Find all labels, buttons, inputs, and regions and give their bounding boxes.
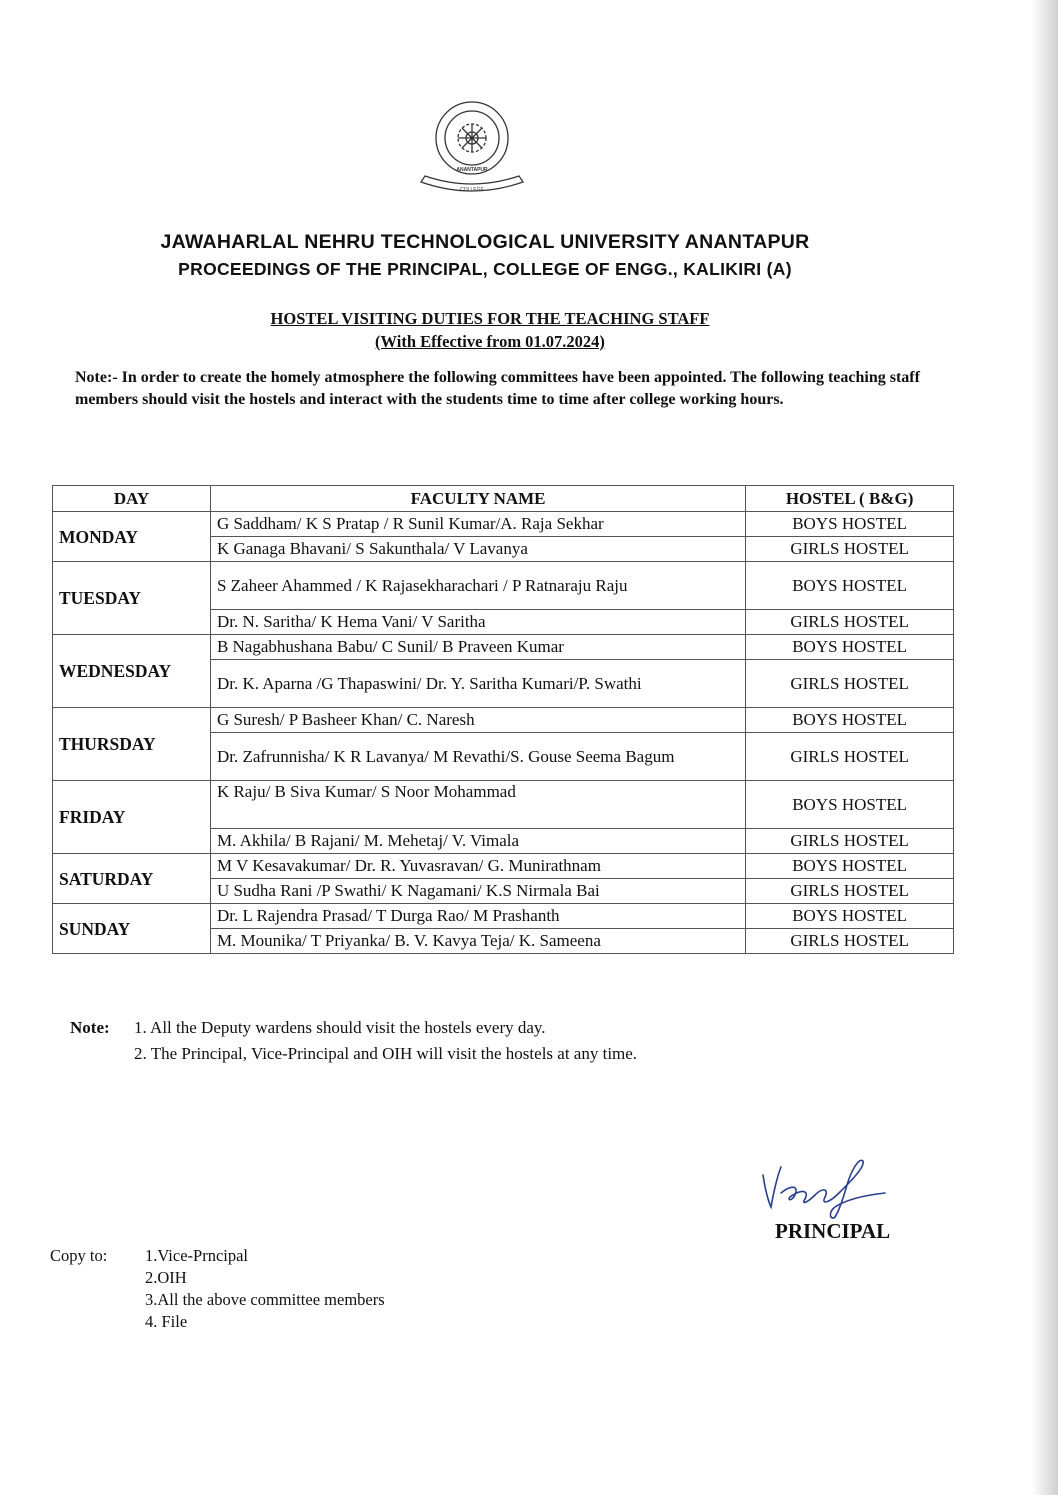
faculty-cell: M V Kesavakumar/ Dr. R. Yuvasravan/ G. Munirathnam [210, 854, 745, 879]
hostel-cell: GIRLS HOSTEL [746, 537, 954, 562]
table-row [53, 854, 954, 879]
table-row [53, 708, 954, 733]
day-cell: WEDNESDAY [53, 635, 211, 708]
page-edge-shadow [1032, 0, 1058, 1495]
faculty-cell: B Nagabhushana Babu/ C Sunil/ B Praveen Kumar [210, 635, 745, 660]
hostel-cell: BOYS HOSTEL [746, 708, 954, 733]
faculty-cell: G Saddham/ K S Pratap / R Sunil Kumar/A. Raja Sekhar [210, 512, 745, 537]
faculty-cell: Dr. K. Aparna /G Thapaswini/ Dr. Y. Saritha Kumari/P. Swathi [210, 660, 745, 708]
faculty-cell: M. Akhila/ B Rajani/ M. Mehetaj/ V. Vimala [210, 829, 745, 854]
faculty-cell: G Suresh/ P Basheer Khan/ C. Naresh [210, 708, 745, 733]
document-title: HOSTEL VISITING DUTIES FOR THE TEACHING STAFF [270, 309, 710, 328]
hostel-cell: BOYS HOSTEL [746, 781, 954, 829]
seal-text: ANANTAPUR [456, 167, 488, 173]
notes-section [70, 1015, 637, 1067]
day-cell: THURSDAY [53, 708, 211, 781]
university-seal-icon [413, 100, 531, 200]
faculty-cell: S Zaheer Ahammed / K Rajasekharachari / P Ratnaraju Raju [210, 562, 745, 610]
hostel-cell: BOYS HOSTEL [746, 512, 954, 537]
table-header-row [53, 486, 954, 512]
effective-date: (With Effective from 01.07.2024) [375, 332, 605, 351]
copy-to-item: 1.Vice-Prncipal [145, 1246, 249, 1265]
day-cell: MONDAY [53, 512, 211, 562]
hostel-cell: GIRLS HOSTEL [746, 610, 954, 635]
day-cell: SUNDAY [53, 904, 211, 954]
faculty-cell: K Raju/ B Siva Kumar/ S Noor Mohammad [210, 781, 745, 829]
copy-to-item: 4. File [145, 1312, 188, 1331]
copy-to-item: 3.All the above committee members [145, 1290, 385, 1309]
hostel-cell: GIRLS HOSTEL [746, 829, 954, 854]
hostel-cell: GIRLS HOSTEL [746, 733, 954, 781]
table-row [53, 562, 954, 610]
university-name: JAWAHARLAL NEHRU TECHNOLOGICAL UNIVERSITY ANANTAPUR [160, 231, 810, 253]
proceedings-title: PROCEEDINGS OF THE PRINCIPAL, COLLEGE OF ENGG., KALIKIRI (A) [178, 259, 792, 279]
table-row [53, 635, 954, 660]
note-item: 2. The Principal, Vice-Principal and OIH will visit the hostels at any time. [134, 1044, 638, 1063]
faculty-cell: K Ganaga Bhavani/ S Sakunthala/ V Lavanya [210, 537, 745, 562]
hostel-cell: GIRLS HOSTEL [746, 879, 954, 904]
note-item: 1. All the Deputy wardens should visit the hostels every day. [134, 1018, 546, 1037]
hostel-cell: GIRLS HOSTEL [746, 660, 954, 708]
table-row [53, 512, 954, 537]
handwritten-signature-icon [755, 1155, 915, 1221]
day-cell: SATURDAY [53, 854, 211, 904]
table-row [53, 781, 954, 829]
header-hostel: HOSTEL ( B&G) [746, 486, 954, 512]
faculty-cell: Dr. L Rajendra Prasad/ T Durga Rao/ M Prashanth [210, 904, 745, 929]
header-faculty: FACULTY NAME [210, 486, 745, 512]
duty-table [52, 485, 954, 954]
faculty-cell: Dr. Zafrunnisha/ K R Lavanya/ M Revathi/S. Gouse Seema Bagum [210, 733, 745, 781]
copy-to-item: 2.OIH [145, 1268, 187, 1287]
hostel-cell: BOYS HOSTEL [746, 904, 954, 929]
faculty-cell: Dr. N. Saritha/ K Hema Vani/ V Saritha [210, 610, 745, 635]
day-cell: FRIDAY [53, 781, 211, 854]
intro-note: Note:- In order to create the homely atmosphere the following committees have been appointed. The following teaching staff members should visit the hostels and interact with the students time to time after college working hours. [75, 369, 920, 408]
hostel-cell: BOYS HOSTEL [746, 854, 954, 879]
table-row [53, 904, 954, 929]
header-day: DAY [53, 486, 211, 512]
copy-to-label: Copy to: [50, 1246, 108, 1265]
day-cell: TUESDAY [53, 562, 211, 635]
hostel-cell: GIRLS HOSTEL [746, 929, 954, 954]
faculty-cell: M. Mounika/ T Priyanka/ B. V. Kavya Teja/ K. Sameena [210, 929, 745, 954]
signatory-title: PRINCIPAL [775, 1219, 891, 1243]
hostel-cell: BOYS HOSTEL [746, 562, 954, 610]
faculty-cell: U Sudha Rani /P Swathi/ K Nagamani/ K.S Nirmala Bai [210, 879, 745, 904]
seal-ribbon-text: COLLEGE [460, 187, 484, 193]
hostel-cell: BOYS HOSTEL [746, 635, 954, 660]
notes-label: Note: [70, 1018, 110, 1037]
